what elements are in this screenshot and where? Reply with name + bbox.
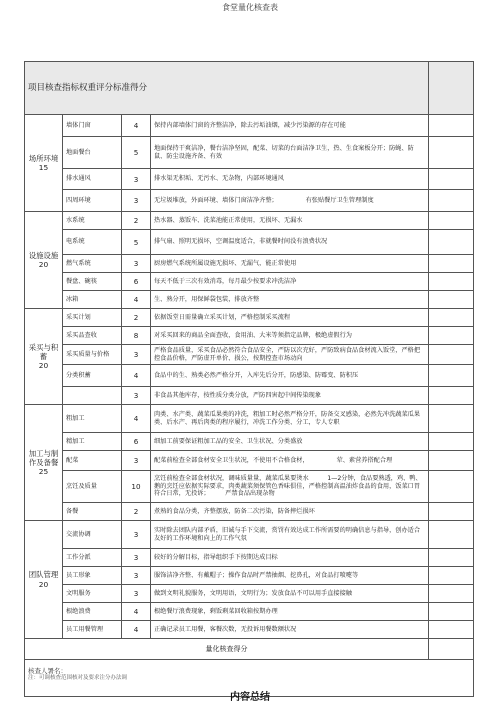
table-row bbox=[25, 521, 474, 549]
table-row bbox=[25, 230, 474, 255]
item-standard: 无垃圾堆放，外面环境、墙体门窗洁净齐整； 有张贴餐厅卫生管理制度 bbox=[151, 190, 429, 212]
item-standard: 根绝餐厅浪费现象，剩饭剩菜回收箱按期办理 bbox=[151, 603, 429, 621]
item-standard: 细加工前要保证粗加工品的安全、卫生状况、分类盛放 bbox=[151, 433, 429, 451]
item-score-cell[interactable] bbox=[429, 169, 474, 190]
category-name: 场所环境 bbox=[28, 153, 59, 163]
item-weight: 3 bbox=[122, 190, 151, 212]
item-weight: 4 bbox=[122, 365, 151, 387]
item-weight: 3 bbox=[122, 521, 151, 549]
item-score-cell[interactable] bbox=[429, 365, 474, 387]
item-name bbox=[63, 387, 122, 405]
item-score-cell[interactable] bbox=[429, 190, 474, 212]
item-name: 采买质量与价格 bbox=[63, 345, 122, 365]
total-label: 量化核查得分 bbox=[25, 639, 429, 660]
category-cell bbox=[25, 115, 63, 212]
table-row bbox=[25, 567, 474, 585]
item-weight: 3 bbox=[122, 451, 151, 471]
item-name: 员工用餐管理 bbox=[63, 621, 122, 639]
item-standard: 配菜前检查全部食材安全卫生状况，不使用不合格食材， 荤、素营养搭配合理 bbox=[151, 451, 429, 471]
item-weight: 2 bbox=[122, 503, 151, 521]
item-weight: 4 bbox=[122, 291, 151, 309]
item-name: 文明服务 bbox=[63, 585, 122, 603]
total-score-cell[interactable] bbox=[429, 639, 474, 660]
table-row bbox=[25, 169, 474, 190]
category-cell bbox=[25, 405, 63, 521]
item-weight: 10 bbox=[122, 471, 151, 503]
item-weight: 4 bbox=[122, 603, 151, 621]
table-row bbox=[25, 273, 474, 291]
item-standard: 厨房燃气系统所属设施无损坏、无漏气，能正常使用 bbox=[151, 255, 429, 273]
item-name: 工作分派 bbox=[63, 549, 122, 567]
footer-note bbox=[28, 668, 127, 681]
table-row bbox=[25, 190, 474, 212]
category-score: 20 bbox=[38, 260, 49, 269]
item-score-cell[interactable] bbox=[429, 212, 474, 230]
item-standard: 服饰洁净齐整、有戴帽子；操作食品时严禁抽烟、挖鼻孔，对食品打喷嚏等 bbox=[151, 567, 429, 585]
item-score-cell[interactable] bbox=[429, 137, 474, 169]
item-score-cell[interactable] bbox=[429, 327, 474, 345]
category-cell bbox=[25, 521, 63, 639]
item-standard: 地面保持干爽洁净，餐台洁净坚固，配菜、切菜的台面洁净卫生，热、生食案板分开；防蝇、防鼠、防尘设施齐备、有效 bbox=[151, 137, 429, 169]
table-row bbox=[25, 255, 474, 273]
inspector-signature: 核查人署名： bbox=[28, 667, 67, 675]
category-score: 15 bbox=[38, 163, 49, 172]
item-score-cell[interactable] bbox=[429, 549, 474, 567]
table-row bbox=[25, 603, 474, 621]
item-name: 员工形象 bbox=[63, 567, 122, 585]
category-score: 20 bbox=[38, 579, 49, 589]
item-name: 四周环境 bbox=[63, 190, 122, 212]
item-name: 采买品查收 bbox=[63, 327, 122, 345]
item-standard: 肉类、水产类、蔬菜瓜果类的冲洗，粗加工时必然严格分开，防备交叉感染，必然先冲洗蔬菜瓜果类、后水产、再后肉类的程序履行，冲洗工作分类、分工，专人专职 bbox=[151, 405, 429, 433]
item-weight: 3 bbox=[122, 567, 151, 585]
item-standard: 烹饪前检查全部食材状况，调味质量量，蔬菜瓜果要烫水 1—2分钟，食品要熟透，鸡、鸭、鹅的烹饪应依据实际要求，肉类蔬菜须保管色香味俱佳，严格控制高温油炸食品的食用，饭菜口胃符合日常，无投诉； 严禁食品出现杂物 bbox=[151, 471, 429, 503]
table-row bbox=[25, 405, 474, 433]
category-name: 加工与制作及备餐 bbox=[28, 448, 59, 467]
table-row bbox=[25, 621, 474, 639]
item-standard: 非食品其他库存，按性质分类分放，严防四害起中间传染现象 bbox=[151, 387, 429, 405]
header-label: 项目核查指标权重评分标准得分 bbox=[25, 62, 429, 115]
item-standard: 生、熟分开，用保鲜袋包装，排放齐整 bbox=[151, 291, 429, 309]
table-row bbox=[25, 585, 474, 603]
item-standard: 严格食品质量，采买食品必然符合食品安全，严防以次充好，严防致病食品食材流入饭堂，严格把控食品价格，严防虚开单价、损公，按期控查市场动向 bbox=[151, 345, 429, 365]
item-standard: 食品中的生、熟类必然严格分开，入库先后分开，防感染、防霉变、防积压 bbox=[151, 365, 429, 387]
item-name: 地面餐台 bbox=[63, 137, 122, 169]
item-standard: 较好的分解目标，指导组织手下按期达成目标 bbox=[151, 549, 429, 567]
item-weight: 2 bbox=[122, 212, 151, 230]
table-row bbox=[25, 433, 474, 451]
item-standard: 煮熟的食品分类，齐整摆放，防备二次污染，防备摔烂损坏 bbox=[151, 503, 429, 521]
footer-remark: 注：可调核查范围核对及要求注分办法调 bbox=[28, 675, 128, 682]
category-score: 20 bbox=[38, 361, 49, 371]
item-standard: 排水渠无积垢、无污水、无杂物，内部环境通风 bbox=[151, 169, 429, 190]
table-row bbox=[25, 309, 474, 327]
item-name: 配菜 bbox=[63, 451, 122, 471]
item-score-cell[interactable] bbox=[429, 521, 474, 549]
item-standard: 依据饭堂日需量确立采买计划，严格控制采买流程 bbox=[151, 309, 429, 327]
table-row bbox=[25, 212, 474, 230]
item-score-cell[interactable] bbox=[429, 273, 474, 291]
table-row bbox=[25, 503, 474, 521]
item-name: 冰箱 bbox=[63, 291, 122, 309]
item-score-cell[interactable] bbox=[429, 585, 474, 603]
item-score-cell[interactable] bbox=[429, 405, 474, 433]
item-weight: 5 bbox=[122, 230, 151, 255]
table-row bbox=[25, 549, 474, 567]
item-score-cell[interactable] bbox=[429, 387, 474, 405]
item-weight: 3 bbox=[122, 549, 151, 567]
item-name: 烹饪及质量 bbox=[63, 471, 122, 503]
category-name: 采买与积蓄 bbox=[28, 342, 59, 361]
item-score-cell[interactable] bbox=[429, 567, 474, 585]
item-name: 排水通风 bbox=[63, 169, 122, 190]
item-name: 根绝浪费 bbox=[63, 603, 122, 621]
item-score-cell[interactable] bbox=[429, 291, 474, 309]
item-name: 燃气系统 bbox=[63, 255, 122, 273]
item-standard: 热水器、蒸饭车、洗菜池能正常使用，无损坏、无漏水 bbox=[151, 212, 429, 230]
item-score-cell[interactable] bbox=[429, 309, 474, 327]
category-cell bbox=[25, 309, 63, 405]
item-score-cell[interactable] bbox=[429, 230, 474, 255]
category-score: 25 bbox=[38, 467, 49, 477]
category-name: 设施设施 bbox=[28, 250, 59, 260]
item-score-cell[interactable] bbox=[429, 471, 474, 503]
item-standard: 对采买回来的商品全面查收，食用油、大米等须指定品牌，极绝虚假行为 bbox=[151, 327, 429, 345]
item-weight: 5 bbox=[122, 137, 151, 169]
table-row bbox=[25, 345, 474, 365]
table-row bbox=[25, 387, 474, 405]
item-weight: 2 bbox=[122, 309, 151, 327]
item-score-cell[interactable] bbox=[429, 451, 474, 471]
header-row bbox=[25, 62, 474, 115]
item-score-cell[interactable] bbox=[429, 503, 474, 521]
item-weight: 4 bbox=[122, 621, 151, 639]
item-name: 墙体门窗 bbox=[63, 115, 122, 137]
table-row bbox=[25, 451, 474, 471]
item-standard: 保持内部墙体门窗的齐整洁净，除去污垢油烟，减少污染源的存在可能 bbox=[151, 115, 429, 137]
total-row bbox=[25, 639, 474, 660]
item-name: 采买计划 bbox=[63, 309, 122, 327]
item-name: 餐盘、碗筷 bbox=[63, 273, 122, 291]
item-weight: 3 bbox=[122, 387, 151, 405]
item-name: 水系统 bbox=[63, 212, 122, 230]
item-weight: 8 bbox=[122, 327, 151, 345]
item-name: 电系统 bbox=[63, 230, 122, 255]
item-score-cell[interactable] bbox=[429, 345, 474, 365]
item-standard: 做到文明礼貌服务，文明用语，文明行为；发放食品不可以用手直接接触 bbox=[151, 585, 429, 603]
summary-heading: 内容总结 bbox=[230, 692, 270, 703]
table-row bbox=[25, 137, 474, 169]
table-row bbox=[25, 327, 474, 345]
table-row bbox=[25, 471, 474, 503]
item-name: 精加工 bbox=[63, 433, 122, 451]
item-name: 分类积蓄 bbox=[63, 365, 122, 387]
category-name: 团队管理 bbox=[28, 570, 59, 580]
item-weight: 4 bbox=[122, 115, 151, 137]
item-standard: 每天不低于三次有效消毒，每月最少按要求冲洗洁净 bbox=[151, 273, 429, 291]
item-name: 交流协调 bbox=[63, 521, 122, 549]
inspection-table bbox=[24, 61, 474, 697]
table-row bbox=[25, 291, 474, 309]
item-standard: 实时除去团队内部矛盾，旧诚与手下交流，赏罚有效达成工作所需要的明确信息与指导，创办适合友好的工作环境和向上的工作气氛 bbox=[151, 521, 429, 549]
item-weight: 3 bbox=[122, 169, 151, 190]
item-standard: 排气扇、照明无损坏，空调温度适合，非就餐时间没有浪费状况 bbox=[151, 230, 429, 255]
document-title: 食堂量化核查表 bbox=[222, 3, 278, 12]
item-score-cell[interactable] bbox=[429, 433, 474, 451]
category-cell bbox=[25, 212, 63, 309]
item-score-cell[interactable] bbox=[429, 603, 474, 621]
table-row bbox=[25, 365, 474, 387]
item-weight: 6 bbox=[122, 273, 151, 291]
item-weight: 3 bbox=[122, 585, 151, 603]
item-weight: 6 bbox=[122, 433, 151, 451]
item-score-cell[interactable] bbox=[429, 115, 474, 137]
item-weight: 4 bbox=[122, 405, 151, 433]
item-score-cell[interactable] bbox=[429, 621, 474, 639]
table-row bbox=[25, 115, 474, 137]
item-standard: 正确记录员工用餐，客餐次数，无投诉用餐数额状况 bbox=[151, 621, 429, 639]
item-score-cell[interactable] bbox=[429, 255, 474, 273]
item-name: 备餐 bbox=[63, 503, 122, 521]
item-name: 粗加工 bbox=[63, 405, 122, 433]
item-weight: 3 bbox=[122, 345, 151, 365]
item-weight: 3 bbox=[122, 255, 151, 273]
header-score-cell bbox=[429, 62, 474, 115]
